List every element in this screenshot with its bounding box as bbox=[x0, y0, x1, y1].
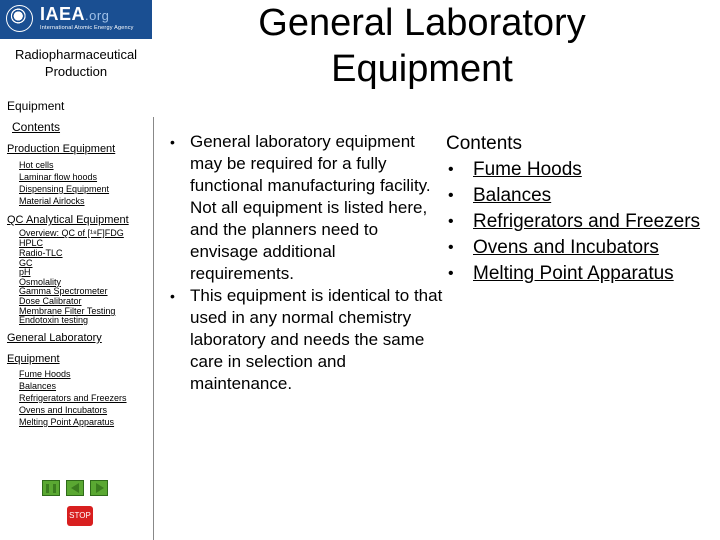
bullet-icon: • bbox=[170, 134, 175, 150]
page-title-line1: General Laboratory bbox=[258, 2, 586, 44]
bullet-icon: • bbox=[448, 239, 454, 256]
nav-endotoxin-testing[interactable]: Endotoxin testing bbox=[19, 315, 89, 325]
contents-link[interactable]: Contents bbox=[12, 120, 61, 134]
nav-refrigerators-freezers[interactable]: Refrigerators and Freezers bbox=[19, 393, 127, 403]
contents-item[interactable] bbox=[446, 235, 720, 261]
nav-membrane-filter-testing[interactable]: Membrane Filter Testing bbox=[19, 306, 116, 316]
nav-ph[interactable]: pH bbox=[19, 267, 31, 277]
contents-title: Contents bbox=[446, 133, 523, 154]
contents-link-balances[interactable]: Balances bbox=[473, 185, 552, 206]
nav-material-airlocks[interactable]: Material Airlocks bbox=[19, 196, 85, 206]
course-title bbox=[0, 46, 152, 80]
contents-link-refrigerators-freezers[interactable]: Refrigerators and Freezers bbox=[473, 211, 701, 232]
main-bullet-1 bbox=[164, 131, 444, 285]
logo-org-text: .org bbox=[85, 8, 110, 23]
nav-dispensing-equipment[interactable]: Dispensing Equipment bbox=[19, 184, 110, 194]
bullet-icon: • bbox=[448, 265, 454, 282]
nav-osmolality[interactable]: Osmolality bbox=[19, 277, 62, 287]
course-title-line2: Production bbox=[44, 64, 108, 79]
home-button[interactable] bbox=[42, 480, 60, 496]
main-bullet-list bbox=[164, 131, 444, 395]
nav-radio-tlc[interactable]: Radio-TLC bbox=[19, 248, 63, 258]
contents-item[interactable] bbox=[446, 183, 720, 209]
contents-link-ovens-incubators[interactable]: Ovens and Incubators bbox=[473, 237, 659, 258]
iaea-logo[interactable] bbox=[0, 0, 152, 39]
nav-dose-calibrator[interactable]: Dose Calibrator bbox=[19, 296, 82, 306]
page-title-line2: Equipment bbox=[331, 48, 513, 90]
nav-laminar-flow-hoods[interactable]: Laminar flow hoods bbox=[19, 172, 98, 182]
next-button[interactable] bbox=[90, 480, 108, 496]
contents-link-fume-hoods[interactable]: Fume Hoods bbox=[473, 159, 582, 180]
bullet-icon: • bbox=[448, 161, 454, 178]
contents-item[interactable] bbox=[446, 261, 720, 287]
nav-gamma-spectrometer[interactable]: Gamma Spectrometer bbox=[19, 286, 108, 296]
contents-panel bbox=[446, 131, 720, 287]
nav-ovens-incubators[interactable]: Ovens and Incubators bbox=[19, 405, 108, 415]
logo-subtitle: International Atomic Energy Agency bbox=[40, 25, 134, 31]
logo-main-text: IAEA bbox=[40, 4, 86, 24]
page-title bbox=[212, 0, 632, 92]
nav-melting-point-apparatus[interactable]: Melting Point Apparatus bbox=[19, 417, 115, 427]
bullet-icon: • bbox=[170, 288, 175, 304]
arrow-right-icon bbox=[96, 483, 104, 493]
nav-hplc[interactable]: HPLC bbox=[19, 238, 44, 248]
nav-gc[interactable]: GC bbox=[19, 258, 33, 268]
nav-general-laboratory[interactable]: General Laboratory bbox=[7, 332, 102, 344]
section-label: Equipment bbox=[7, 99, 65, 113]
nav-production-equipment[interactable]: Production Equipment bbox=[7, 143, 116, 155]
nav-balances[interactable]: Balances bbox=[19, 381, 57, 391]
bullet-icon: • bbox=[448, 187, 454, 204]
nav-general-laboratory-equipment[interactable]: Equipment bbox=[7, 353, 60, 365]
contents-item[interactable] bbox=[446, 157, 720, 183]
sidebar bbox=[0, 0, 153, 540]
main-bullet-2 bbox=[164, 285, 444, 395]
stop-button[interactable]: STOP bbox=[67, 506, 93, 526]
contents-item[interactable] bbox=[446, 209, 720, 235]
iaea-seal-icon bbox=[6, 5, 33, 32]
main-bullet-text: This equipment is identical to that used in any normal chemistry laboratory and needs the same care in selection and maintenance. bbox=[190, 286, 443, 393]
contents-link-melting-point-apparatus[interactable]: Melting Point Apparatus bbox=[473, 263, 674, 284]
main-bullet-text: General laboratory equipment may be required for a fully functional manufacturing facility. Not all equipment is listed here, and the planners need to envisage additional requirements. bbox=[190, 132, 431, 283]
back-button[interactable] bbox=[66, 480, 84, 496]
pause-icon bbox=[46, 484, 49, 493]
nav-fume-hoods[interactable]: Fume Hoods bbox=[19, 369, 71, 379]
nav-overview-qc-fdg[interactable]: Overview: QC of [¹⁸F]FDG bbox=[19, 228, 124, 238]
nav-qc-analytical-equipment[interactable]: QC Analytical Equipment bbox=[7, 214, 129, 226]
bullet-icon: • bbox=[448, 213, 454, 230]
nav-hot-cells[interactable]: Hot cells bbox=[19, 160, 54, 170]
sidebar-divider bbox=[153, 117, 154, 540]
arrow-left-icon bbox=[71, 483, 79, 493]
course-title-line1: Radiopharmaceutical bbox=[14, 47, 138, 62]
